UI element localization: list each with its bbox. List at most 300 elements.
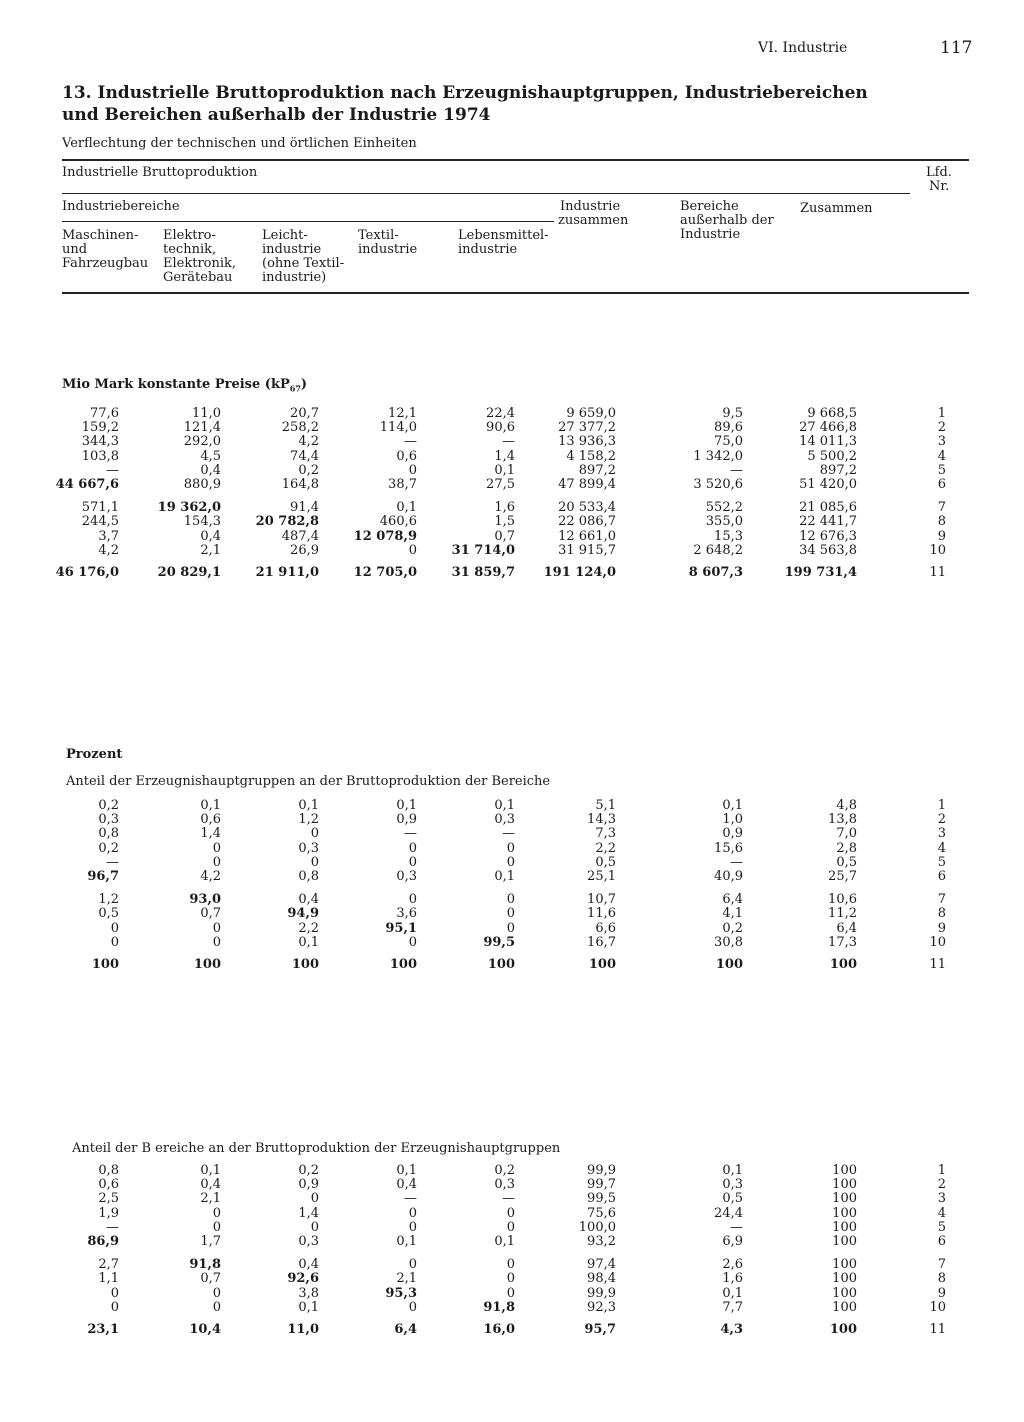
cell-industrie-zusammen: 93,2 [587, 1234, 616, 1249]
header-col-leicht-l2: industrie [262, 242, 322, 257]
cell-elektro: 0,4 [200, 1177, 221, 1193]
cell-bereiche-ausserhalb: 24,4 [714, 1205, 743, 1221]
cell-maschinen: 100 [91, 956, 119, 972]
cell-elektro: 2,1 [200, 542, 221, 558]
cell-elektro: 10,4 [189, 1321, 221, 1337]
cell-lebensmittel: 31 714,0 [451, 542, 515, 558]
cell-lfd-nr: 7 [937, 1257, 946, 1273]
cell-zusammen: 100 [832, 1285, 857, 1301]
cell-lebensmittel: 0 [506, 1219, 515, 1235]
cell-lfd-nr: 4 [937, 448, 946, 464]
section1-heading-text: Mio Mark konstante Preise (kP [62, 377, 290, 392]
cell-bereiche-ausserhalb: 0,9 [722, 826, 743, 842]
cell-zusammen: 25,7 [828, 869, 857, 884]
cell-elektro: 0 [212, 920, 221, 936]
cell-elektro: 93,0 [189, 892, 221, 908]
cell-elektro: 0,1 [200, 798, 221, 813]
cell-bereiche-ausserhalb: 0,1 [722, 1163, 743, 1178]
cell-lebensmittel: 0 [506, 1271, 515, 1287]
cell-textil: 114,0 [379, 420, 417, 436]
cell-leicht: 4,2 [298, 434, 319, 450]
cell-zusammen: 2,8 [836, 840, 857, 856]
cell-textil: 95,3 [385, 1285, 417, 1301]
cell-maschinen: 0,2 [98, 840, 119, 856]
cell-maschinen: 3,7 [98, 528, 119, 544]
cell-leicht: 20 782,8 [255, 514, 319, 530]
section1-heading [62, 377, 307, 394]
table-row [0, 870, 1024, 884]
cell-lebensmittel: 0,1 [494, 462, 515, 478]
cell-zusammen: 12 676,3 [799, 528, 857, 544]
cell-zusammen: 34 563,8 [799, 542, 857, 558]
cell-lfd-nr: 4 [937, 1205, 946, 1221]
cell-maschinen: 0 [110, 1285, 119, 1301]
cell-elektro: 0 [212, 1299, 221, 1315]
cell-maschinen: 0 [110, 934, 119, 950]
cell-industrie-zusammen: 4 158,2 [566, 448, 616, 464]
cell-lebensmittel: 31 859,7 [451, 564, 515, 580]
cell-maschinen: — [106, 854, 119, 870]
cell-lfd-nr: 8 [937, 514, 946, 530]
cell-industrie-zusammen: 25,1 [587, 869, 616, 884]
cell-leicht: 100 [291, 956, 319, 972]
cell-lebensmittel: 1,4 [494, 448, 515, 464]
cell-zusammen: 11,2 [828, 906, 857, 922]
cell-bereiche-ausserhalb: 1 342,0 [693, 448, 743, 464]
cell-elektro: 1,4 [200, 826, 221, 842]
cell-textil: 0 [408, 840, 417, 856]
cell-textil: 0,9 [396, 812, 417, 828]
cell-lebensmittel: 0 [506, 854, 515, 870]
cell-maschinen: 0,5 [98, 906, 119, 922]
cell-lebensmittel: 90,6 [486, 420, 515, 436]
cell-elektro: 0,7 [200, 1271, 221, 1287]
cell-elektro: 292,0 [183, 434, 221, 450]
cell-industrie-zusammen: 14,3 [587, 812, 616, 828]
cell-lfd-nr: 1 [937, 406, 946, 421]
cell-industrie-zusammen: 31 915,7 [558, 542, 616, 558]
cell-maschinen: 0,2 [98, 798, 119, 813]
header-col-maschinen-l3: Fahrzeugbau [62, 256, 149, 271]
cell-bereiche-ausserhalb: 0,1 [722, 1285, 743, 1301]
section2-subheading: Anteil der Erzeugnishauptgruppen an der Bruttoproduktion der Bereiche [66, 774, 551, 789]
cell-lfd-nr: 4 [937, 840, 946, 856]
table-row [0, 842, 1024, 856]
cell-bereiche-ausserhalb: 2,6 [722, 1257, 743, 1273]
cell-zusammen: 27 466,8 [799, 420, 857, 436]
cell-zusammen: 51 420,0 [799, 477, 857, 492]
table-row [0, 1192, 1024, 1206]
cell-industrie-zusammen: 2,2 [595, 840, 616, 856]
cell-zusammen: 10,6 [828, 892, 857, 908]
cell-leicht: 92,6 [287, 1271, 319, 1287]
cell-leicht: 1,2 [298, 812, 319, 828]
table-row [0, 907, 1024, 921]
cell-maschinen: 0 [110, 1299, 119, 1315]
section1-heading-sub: 67 [289, 383, 301, 394]
cell-leicht: 0,4 [298, 892, 319, 908]
cell-elektro: 0 [212, 854, 221, 870]
cell-lfd-nr: 3 [937, 826, 946, 842]
cell-zusammen: 9 668,5 [807, 406, 857, 421]
cell-textil: 95,1 [385, 920, 417, 936]
cell-lebensmittel: 0 [506, 906, 515, 922]
cell-industrie-zusammen: 100 [588, 956, 616, 972]
cell-leicht: 21 911,0 [255, 564, 319, 580]
cell-leicht: 0,3 [298, 840, 319, 856]
cell-industrie-zusammen: 7,3 [595, 826, 616, 842]
header-col-lebensmittel-l2: industrie [458, 242, 518, 257]
header-group-label: Industrielle Bruttoproduktion [62, 165, 258, 180]
header-industriebereiche: Industriebereiche [62, 199, 180, 214]
cell-maschinen: 2,5 [98, 1191, 119, 1207]
table-subtitle: Verflechtung der technischen und örtlichen Einheiten [62, 136, 417, 151]
cell-textil: 0 [408, 1299, 417, 1315]
cell-industrie-zusammen: 27 377,2 [558, 420, 616, 436]
header-top-rule [62, 159, 969, 161]
cell-bereiche-ausserhalb: 0,1 [722, 798, 743, 813]
cell-industrie-zusammen: 0,5 [595, 854, 616, 870]
header-col-leicht-l3: (ohne Textil- [262, 256, 345, 271]
cell-maschinen: — [106, 1219, 119, 1235]
cell-textil: 0 [408, 1219, 417, 1235]
table-row [0, 856, 1024, 870]
cell-lfd-nr: 3 [937, 1191, 946, 1207]
cell-lebensmittel: 91,8 [483, 1299, 515, 1315]
cell-lfd-nr: 11 [929, 564, 946, 580]
cell-elektro: 0 [212, 840, 221, 856]
cell-elektro: 0,1 [200, 1163, 221, 1178]
cell-lebensmittel: 0 [506, 1257, 515, 1273]
cell-industrie-zusammen: 191 124,0 [543, 564, 616, 580]
cell-maschinen: 0,8 [98, 826, 119, 842]
cell-zusammen: 21 085,6 [799, 500, 857, 516]
table-row [0, 1235, 1024, 1249]
cell-textil: 100 [389, 956, 417, 972]
cell-zusammen: 100 [832, 1191, 857, 1207]
table-row [0, 544, 1024, 558]
cell-maschinen: 1,1 [98, 1271, 119, 1287]
cell-lfd-nr: 9 [937, 528, 946, 544]
cell-bereiche-ausserhalb: 1,0 [722, 812, 743, 828]
cell-lfd-nr: 11 [929, 956, 946, 972]
section2-heading: Prozent [66, 747, 123, 762]
cell-lfd-nr: 5 [937, 462, 946, 478]
cell-textil: — [404, 826, 417, 842]
cell-lfd-nr: 6 [937, 1234, 946, 1249]
table-row [0, 450, 1024, 464]
cell-elektro: 100 [193, 956, 221, 972]
cell-maschinen: 0,3 [98, 812, 119, 828]
cell-bereiche-ausserhalb: 552,2 [705, 500, 743, 516]
cell-industrie-zusammen: 99,9 [587, 1285, 616, 1301]
header-bottom-rule [62, 292, 969, 294]
cell-elektro: 0,7 [200, 906, 221, 922]
table-row [0, 501, 1024, 515]
cell-industrie-zusammen: 99,9 [587, 1163, 616, 1178]
cell-textil: 0,4 [396, 1177, 417, 1193]
cell-leicht: 0,9 [298, 1177, 319, 1193]
cell-maschinen: 571,1 [81, 500, 119, 516]
cell-lebensmittel: 0,3 [494, 1177, 515, 1193]
cell-lfd-nr: 6 [937, 869, 946, 884]
header-bereiche-ausserhalb [680, 200, 774, 242]
cell-lebensmittel: 100 [487, 956, 515, 972]
cell-leicht: 0 [310, 826, 319, 842]
cell-leicht: 0,2 [298, 1163, 319, 1178]
cell-maschinen: 77,6 [90, 406, 119, 421]
header-group-rule [62, 193, 910, 194]
cell-bereiche-ausserhalb: 1,6 [722, 1271, 743, 1287]
table-row [0, 893, 1024, 907]
header-col-maschinen-l1: Maschinen- [62, 228, 139, 243]
cell-bereiche-ausserhalb: 89,6 [714, 420, 743, 436]
cell-zusammen: 17,3 [828, 934, 857, 950]
cell-leicht: 20,7 [290, 406, 319, 421]
table-row [0, 936, 1024, 950]
cell-elektro: 154,3 [183, 514, 221, 530]
cell-leicht: 11,0 [287, 1321, 319, 1337]
header-col-leicht-l4: industrie) [262, 270, 327, 285]
cell-lfd-nr: 5 [937, 1219, 946, 1235]
cell-elektro: 4,2 [200, 869, 221, 884]
cell-elektro: 880,9 [183, 477, 221, 492]
header-col-elektro-l4: Gerätebau [163, 270, 233, 285]
table-row [0, 421, 1024, 435]
cell-bereiche-ausserhalb: 0,3 [722, 1177, 743, 1193]
section3-subheading: Anteil der B ereiche an der Bruttoproduktion der Erzeugnishauptgruppen [72, 1141, 561, 1156]
cell-textil: 0,1 [396, 1163, 417, 1178]
cell-lfd-nr: 8 [937, 1271, 946, 1287]
cell-elektro: 91,8 [189, 1257, 221, 1273]
cell-zusammen: 7,0 [836, 826, 857, 842]
header-col-leicht-l1: Leicht- [262, 228, 308, 243]
header-col-elektro [163, 229, 236, 285]
cell-zusammen: 100 [832, 1163, 857, 1178]
cell-elektro: 19 362,0 [157, 500, 221, 516]
cell-textil: 0,1 [396, 798, 417, 813]
cell-zusammen: 100 [829, 1321, 857, 1337]
running-header-section: VI. Industrie [758, 40, 848, 56]
cell-zusammen: 22 441,7 [799, 514, 857, 530]
table-row [0, 922, 1024, 936]
cell-lebensmittel: 0,2 [494, 1163, 515, 1178]
table-row [0, 813, 1024, 827]
cell-bereiche-ausserhalb: 6,4 [722, 892, 743, 908]
table-row [0, 530, 1024, 544]
cell-maschinen: 44 667,6 [55, 477, 119, 492]
cell-zusammen: 199 731,4 [784, 564, 857, 580]
cell-zusammen: 100 [832, 1205, 857, 1221]
cell-industrie-zusammen: 9 659,0 [566, 406, 616, 421]
header-lfd: Lfd. [926, 165, 952, 180]
cell-lfd-nr: 7 [937, 892, 946, 908]
cell-industrie-zusammen: 95,7 [584, 1321, 616, 1337]
page-number: 117 [940, 38, 973, 58]
cell-maschinen: 1,9 [98, 1205, 119, 1221]
cell-leicht: 0 [310, 1219, 319, 1235]
table-row [0, 478, 1024, 492]
cell-zusammen: 100 [832, 1271, 857, 1287]
header-col-textil [358, 229, 417, 257]
cell-industrie-zusammen: 6,6 [595, 920, 616, 936]
cell-industrie-zusammen: 99,5 [587, 1191, 616, 1207]
cell-textil: 3,6 [396, 906, 417, 922]
cell-lfd-nr: 10 [929, 934, 946, 950]
header-bereiche-l3: Industrie [680, 227, 741, 242]
cell-lebensmittel: 27,5 [486, 477, 515, 492]
cell-lebensmittel: 0 [506, 840, 515, 856]
cell-maschinen: 0,6 [98, 1177, 119, 1193]
cell-lebensmittel: 16,0 [483, 1321, 515, 1337]
header-col-maschinen [62, 229, 148, 271]
cell-lebensmittel: 0,1 [494, 798, 515, 813]
cell-textil: 0 [408, 1257, 417, 1273]
cell-textil: 0 [408, 892, 417, 908]
cell-leicht: 0 [310, 854, 319, 870]
cell-lebensmittel: 0,7 [494, 528, 515, 544]
cell-industrie-zusammen: 75,6 [587, 1205, 616, 1221]
header-col-elektro-l1: Elektro- [163, 228, 216, 243]
cell-bereiche-ausserhalb: 15,3 [714, 528, 743, 544]
cell-industrie-zusammen: 16,7 [587, 934, 616, 950]
cell-industrie-zusammen: 20 533,4 [558, 500, 616, 516]
table-row [0, 1164, 1024, 1178]
cell-bereiche-ausserhalb: — [730, 462, 743, 478]
cell-textil: 12 705,0 [353, 564, 417, 580]
cell-zusammen: 100 [832, 1257, 857, 1273]
cell-lebensmittel: — [502, 826, 515, 842]
table-row [0, 1221, 1024, 1235]
cell-lfd-nr: 1 [937, 798, 946, 813]
cell-bereiche-ausserhalb: 2 648,2 [693, 542, 743, 558]
cell-industrie-zusammen: 13 936,3 [558, 434, 616, 450]
header-zusammen-sub: zusammen [558, 213, 629, 228]
header-col-lebensmittel-l1: Lebensmittel- [458, 228, 549, 243]
cell-leicht: 91,4 [290, 500, 319, 516]
cell-elektro: 2,1 [200, 1191, 221, 1207]
cell-industrie-zusammen: 897,2 [578, 462, 616, 478]
header-industriebereiche-rule [62, 221, 554, 222]
table-row [0, 515, 1024, 529]
cell-leicht: 1,4 [298, 1205, 319, 1221]
cell-textil: — [404, 1191, 417, 1207]
cell-lfd-nr: 6 [937, 477, 946, 492]
cell-lfd-nr: 2 [937, 1177, 946, 1193]
cell-leicht: 0,8 [298, 869, 319, 884]
cell-maschinen: 0,8 [98, 1163, 119, 1178]
cell-elektro: 0 [212, 934, 221, 950]
cell-maschinen: 2,7 [98, 1257, 119, 1273]
cell-lfd-nr: 7 [937, 500, 946, 516]
cell-leicht: 0,1 [298, 798, 319, 813]
cell-leicht: 0,4 [298, 1257, 319, 1273]
table-row [0, 958, 1024, 972]
cell-elektro: 121,4 [183, 420, 221, 436]
cell-bereiche-ausserhalb: 4,1 [722, 906, 743, 922]
cell-lfd-nr: 10 [929, 1299, 946, 1315]
cell-zusammen: 100 [829, 956, 857, 972]
cell-lebensmittel: 0 [506, 1205, 515, 1221]
cell-maschinen: 103,8 [81, 448, 119, 464]
cell-maschinen: 244,5 [81, 514, 119, 530]
cell-leicht: 94,9 [287, 906, 319, 922]
cell-maschinen: 96,7 [87, 869, 119, 884]
cell-industrie-zusammen: 98,4 [587, 1271, 616, 1287]
cell-leicht: 74,4 [290, 448, 319, 464]
cell-elektro: 1,7 [200, 1234, 221, 1249]
cell-bereiche-ausserhalb: 9,5 [722, 406, 743, 421]
cell-zusammen: 100 [832, 1234, 857, 1249]
cell-lebensmittel: 0,3 [494, 812, 515, 828]
cell-leicht: 0,1 [298, 934, 319, 950]
table-row [0, 1207, 1024, 1221]
cell-leicht: 0,2 [298, 462, 319, 478]
cell-maschinen: 86,9 [87, 1234, 119, 1249]
cell-bereiche-ausserhalb: 30,8 [714, 934, 743, 950]
cell-zusammen: 6,4 [836, 920, 857, 936]
cell-zusammen: 13,8 [828, 812, 857, 828]
table-row [0, 407, 1024, 421]
table-row [0, 1178, 1024, 1192]
cell-elektro: 11,0 [192, 406, 221, 421]
cell-bereiche-ausserhalb: — [730, 1219, 743, 1235]
cell-textil: 0 [408, 854, 417, 870]
table-row [0, 827, 1024, 841]
cell-bereiche-ausserhalb: 7,7 [722, 1299, 743, 1315]
header-industrie: Industrie [560, 199, 621, 214]
cell-maschinen: 23,1 [87, 1321, 119, 1337]
cell-lfd-nr: 3 [937, 434, 946, 450]
table-row [0, 799, 1024, 813]
cell-maschinen: 344,3 [81, 434, 119, 450]
cell-elektro: 0,6 [200, 812, 221, 828]
cell-maschinen: 46 176,0 [55, 564, 119, 580]
cell-bereiche-ausserhalb: 3 520,6 [693, 477, 743, 492]
header-zusammen: Zusammen [800, 201, 873, 216]
cell-textil: 460,6 [379, 514, 417, 530]
cell-textil: 0 [408, 1205, 417, 1221]
cell-zusammen: 0,5 [836, 854, 857, 870]
cell-zusammen: 100 [832, 1177, 857, 1193]
header-col-elektro-l3: Elektronik, [163, 256, 237, 271]
table-title-line1: 13. Industrielle Bruttoproduktion nach Erzeugnishauptgruppen, Industriebereichen [62, 83, 868, 103]
cell-bereiche-ausserhalb: 75,0 [714, 434, 743, 450]
cell-lebensmittel: — [502, 1191, 515, 1207]
cell-textil: 12 078,9 [353, 528, 417, 544]
cell-lebensmittel: 0 [506, 920, 515, 936]
header-col-textil-l2: industrie [358, 242, 418, 257]
cell-maschinen: 159,2 [81, 420, 119, 436]
cell-lebensmittel: 0 [506, 1285, 515, 1301]
cell-zusammen: 5 500,2 [807, 448, 857, 464]
cell-lfd-nr: 10 [929, 542, 946, 558]
cell-bereiche-ausserhalb: 6,9 [722, 1234, 743, 1249]
cell-industrie-zusammen: 92,3 [587, 1299, 616, 1315]
cell-lfd-nr: 9 [937, 920, 946, 936]
cell-maschinen: 4,2 [98, 542, 119, 558]
cell-textil: 6,4 [394, 1321, 417, 1337]
cell-maschinen: 1,2 [98, 892, 119, 908]
cell-leicht: 2,2 [298, 920, 319, 936]
header-col-leicht [262, 229, 344, 285]
cell-zusammen: 897,2 [819, 462, 857, 478]
cell-elektro: 0 [212, 1205, 221, 1221]
cell-leicht: 487,4 [281, 528, 319, 544]
header-nr: Nr. [929, 179, 950, 194]
cell-zusammen: 14 011,3 [799, 434, 857, 450]
cell-leicht: 3,8 [298, 1285, 319, 1301]
